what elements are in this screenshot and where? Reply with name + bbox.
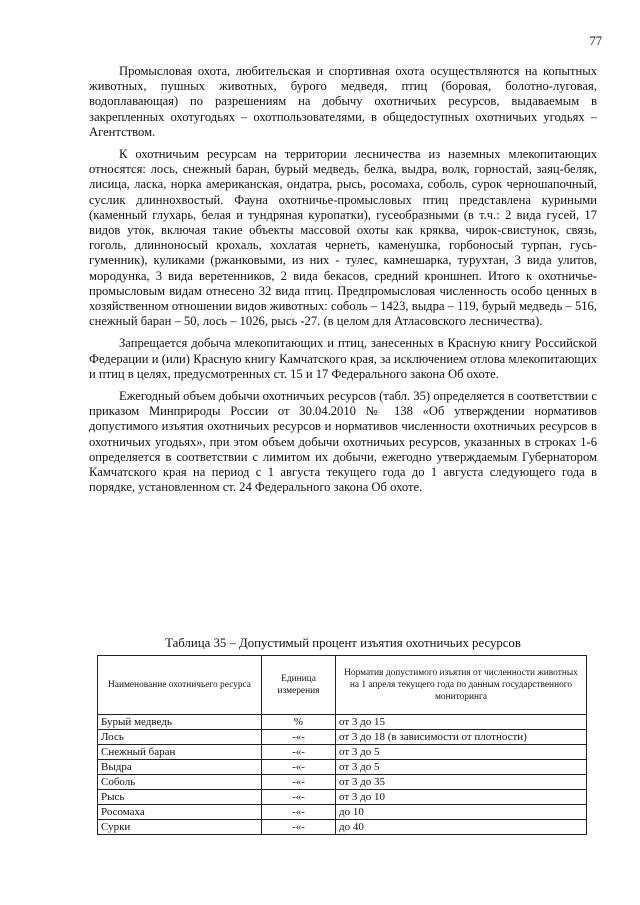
cell-resource-name: Лось bbox=[98, 730, 262, 745]
cell-norm: от 3 до 18 (в зависимости от плотности) bbox=[336, 730, 587, 745]
table-row bbox=[98, 760, 587, 775]
cell-resource-name: Соболь bbox=[98, 775, 262, 790]
cell-unit: -«- bbox=[262, 820, 336, 835]
page-number: 77 bbox=[589, 34, 602, 48]
table-row bbox=[98, 730, 587, 745]
header-norm: Норматив допустимого изъятия от численности животных на 1 апреля текущего года по данным государственного мониторинга bbox=[336, 656, 587, 715]
cell-resource-name: Росомаха bbox=[98, 805, 262, 820]
harvest-norms-table bbox=[97, 655, 587, 835]
paragraph-prohibition: Запрещается добыча млекопитающих и птиц, занесенных в Красную книгу Российской Федерации и (или) Красную книгу Камчатского края, за исключением отлова млекопитающих и птиц в целях, предусмотренных ст. 15 и 17 Федерального закона Об охоте. bbox=[89, 336, 597, 381]
cell-resource-name: Выдра bbox=[98, 760, 262, 775]
cell-resource-name: Сурки bbox=[98, 820, 262, 835]
header-unit: Единица измерения bbox=[262, 656, 336, 715]
paragraph-annual-volume: Ежегодный объем добычи охотничьих ресурсов (табл. 35) определяется в соответствии с приказом Минприроды России от 30.04.2010 № 138 «Об утверждении нормативов допустимого изъятия охотничьих ресурсов и нормативов численности охотничьих ресурсов в охотничьих угодьях», при этом объем добычи охотничьих ресурсов, указанных в строках 1-6 определяется в соответствии с лимитом их добычи, ежегодно утверждаемым Губернатором Камчатского края на период с 1 августа текущего года до 1 августа следующего года в порядке, установленном ст. 24 Федерального закона Об охоте. bbox=[89, 389, 597, 495]
cell-norm: от 3 до 15 bbox=[336, 715, 587, 730]
cell-unit: -«- bbox=[262, 730, 336, 745]
cell-resource-name: Бурый медведь bbox=[98, 715, 262, 730]
cell-unit: -«- bbox=[262, 805, 336, 820]
cell-resource-name: Снежный баран bbox=[98, 745, 262, 760]
paragraph-hunting-types: Промысловая охота, любительская и спортивная охота осуществляются на копытных животных, пушных животных, бурого медведя, птиц (боровая, болотно-луговая, водоплавающая) по разрешениям на добычу охотничьих ресурсов, выдаваемым в закрепленных охотугодьях – охотпользователями, в общедоступных охотничьих угодьях – Агентством. bbox=[89, 64, 597, 139]
cell-unit: -«- bbox=[262, 745, 336, 760]
table-header-row bbox=[98, 656, 587, 715]
table-row bbox=[98, 790, 587, 805]
cell-norm: от 3 до 5 bbox=[336, 745, 587, 760]
cell-norm: до 40 bbox=[336, 820, 587, 835]
document-body bbox=[89, 64, 597, 502]
cell-unit: -«- bbox=[262, 760, 336, 775]
paragraph-fauna: К охотничьим ресурсам на территории лесничества из наземных млекопитающих относятся: лось, снежный баран, бурый медведь, белка, выдра, волк, горностай, заяц-беляк, лисица, ласка, норка американская, ондатра, рысь, росомаха, соболь, сурок черношапочный, суслик длиннохвостый. Фауна охотничье-промысловых птиц представлена куриными (каменный глухарь, белая и тундряная куропатки), гусеобразными (в т.ч.: 2 вида гусей, 17 видов уток, включая такие объекты массовой охоты как кряква, чирок-свистунок, связь, гоголь, длинноносый крохаль, хохлатая чернеть, каменушка, горбоносый турпан, гусь-гуменник), куликами (ржанковыми, из них - тулес, камнешарка, турухтан, 3 вида улитов, мородунка, 3 вида веретенников, 2 вида бекасов, средний кроншнеп. Итого к охотничье-промысловым видам отнесено 32 вида птиц. Предпромысловая численность особо ценных в хозяйственном отношении видов животных: соболь – 1423, выдра – 119, бурый медведь – 516, снежный баран – 50, лось – 1026, рысь -27. (в целом для Атласовского лесничества). bbox=[89, 147, 597, 329]
table-row bbox=[98, 745, 587, 760]
table-row bbox=[98, 715, 587, 730]
cell-unit: -«- bbox=[262, 790, 336, 805]
table-row bbox=[98, 775, 587, 790]
cell-unit: % bbox=[262, 715, 336, 730]
cell-unit: -«- bbox=[262, 775, 336, 790]
cell-resource-name: Рысь bbox=[98, 790, 262, 805]
cell-norm: от 3 до 10 bbox=[336, 790, 587, 805]
table-row bbox=[98, 820, 587, 835]
table-row bbox=[98, 805, 587, 820]
header-resource-name: Наименование охотничьего ресурса bbox=[98, 656, 262, 715]
table-caption: Таблица 35 – Допустимый процент изъятия охотничьих ресурсов bbox=[165, 636, 521, 650]
cell-norm: до 10 bbox=[336, 805, 587, 820]
cell-norm: от 3 до 5 bbox=[336, 760, 587, 775]
cell-norm: от 3 до 35 bbox=[336, 775, 587, 790]
